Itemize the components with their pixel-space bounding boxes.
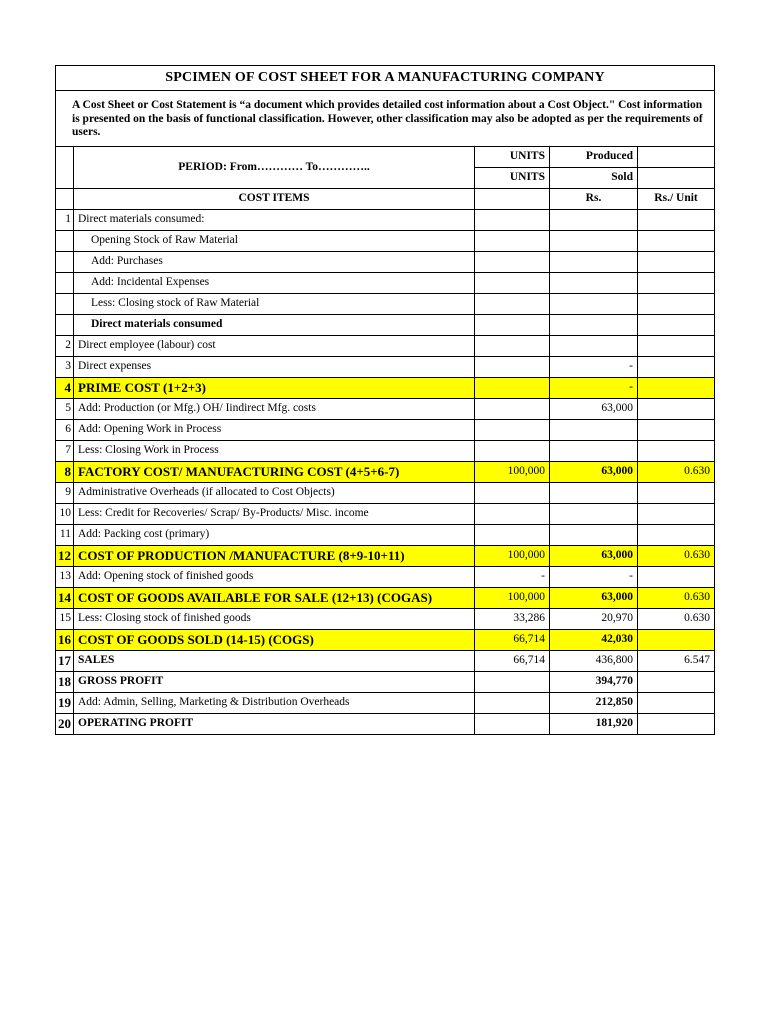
row-units: 33,286 (475, 608, 550, 629)
row-rs-per-unit (638, 671, 715, 692)
row-number: 5 (56, 398, 74, 419)
row-rs (550, 272, 638, 293)
row-label: FACTORY COST/ MANUFACTURING COST (4+5+6-7) (74, 461, 475, 482)
row-units (475, 335, 550, 356)
row-rs (550, 314, 638, 335)
row-rs (550, 503, 638, 524)
table-row (56, 503, 715, 524)
row-label: Add: Incidental Expenses (74, 272, 475, 293)
table-row (56, 671, 715, 692)
row-rs-per-unit (638, 692, 715, 713)
row-rs-per-unit: 0.630 (638, 545, 715, 566)
table-row (56, 314, 715, 335)
row-rs: 63,000 (550, 461, 638, 482)
row-number: 20 (56, 713, 74, 734)
row-label: Direct materials consumed (74, 314, 475, 335)
row-rs-per-unit (638, 503, 715, 524)
row-rs-per-unit: 6.547 (638, 650, 715, 671)
row-units (475, 377, 550, 398)
table-row (56, 650, 715, 671)
sheet-description: A Cost Sheet or Cost Statement is “a document which provides detailed cost information about a Cost Object." Cost information is presented on the basis of functional classification. However, other classification may also be adopted as per the requirements of users. (56, 91, 715, 147)
row-units: 100,000 (475, 461, 550, 482)
row-label: Add: Admin, Selling, Marketing & Distribution Overheads (74, 692, 475, 713)
table-row (56, 419, 715, 440)
row-rs: 212,850 (550, 692, 638, 713)
row-units: 100,000 (475, 545, 550, 566)
units-header-cell (475, 188, 550, 209)
row-rs: 20,970 (550, 608, 638, 629)
table-row (56, 293, 715, 314)
row-rs-per-unit (638, 629, 715, 650)
table-row (56, 335, 715, 356)
row-number (56, 314, 74, 335)
row-number: 19 (56, 692, 74, 713)
table-row (56, 377, 715, 398)
table-row (56, 272, 715, 293)
row-number (56, 293, 74, 314)
row-rs: 436,800 (550, 650, 638, 671)
row-number: 16 (56, 629, 74, 650)
row-rs-per-unit (638, 251, 715, 272)
row-rs: 63,000 (550, 545, 638, 566)
row-units (475, 272, 550, 293)
table-row (56, 482, 715, 503)
row-number: 17 (56, 650, 74, 671)
period-label: PERIOD: From………… To………….. (74, 146, 475, 188)
row-rs (550, 209, 638, 230)
row-rs-per-unit: 0.630 (638, 461, 715, 482)
table-row (56, 230, 715, 251)
row-number: 3 (56, 356, 74, 377)
row-units (475, 209, 550, 230)
header-blank-cell (56, 146, 74, 188)
row-label: OPERATING PROFIT (74, 713, 475, 734)
row-rs: 63,000 (550, 398, 638, 419)
row-units (475, 524, 550, 545)
row-rs (550, 524, 638, 545)
row-label: COST OF GOODS SOLD (14-15) (COGS) (74, 629, 475, 650)
row-number (56, 272, 74, 293)
table-row (56, 209, 715, 230)
row-units (475, 671, 550, 692)
table-row (56, 692, 715, 713)
row-number (56, 251, 74, 272)
row-rs-per-unit (638, 398, 715, 419)
cost-sheet-table (55, 65, 715, 735)
row-label: Less: Closing stock of Raw Material (74, 293, 475, 314)
row-units (475, 692, 550, 713)
row-number: 13 (56, 566, 74, 587)
row-units (475, 482, 550, 503)
row-label: COST OF PRODUCTION /MANUFACTURE (8+9-10+11) (74, 545, 475, 566)
row-rs-per-unit (638, 377, 715, 398)
row-rs-per-unit (638, 482, 715, 503)
row-number: 2 (56, 335, 74, 356)
row-units (475, 503, 550, 524)
row-rs: 394,770 (550, 671, 638, 692)
row-label: Opening Stock of Raw Material (74, 230, 475, 251)
row-units (475, 440, 550, 461)
row-label: Add: Purchases (74, 251, 475, 272)
units-sold-label: UNITS (475, 167, 550, 188)
row-number: 15 (56, 608, 74, 629)
table-row (56, 461, 715, 482)
row-rs-per-unit (638, 566, 715, 587)
row-label: SALES (74, 650, 475, 671)
row-label: COST OF GOODS AVAILABLE FOR SALE (12+13) (COGAS) (74, 587, 475, 608)
row-number: 14 (56, 587, 74, 608)
table-row (56, 713, 715, 734)
row-rs-per-unit (638, 335, 715, 356)
cost-items-header: COST ITEMS (74, 188, 475, 209)
row-rs (550, 440, 638, 461)
table-row (56, 587, 715, 608)
row-units (475, 293, 550, 314)
row-rs: - (550, 566, 638, 587)
row-rs-per-unit (638, 230, 715, 251)
row-rs: - (550, 356, 638, 377)
row-rs-per-unit (638, 419, 715, 440)
row-number: 6 (56, 419, 74, 440)
row-rs (550, 335, 638, 356)
row-number: 4 (56, 377, 74, 398)
rs-unit-header: Rs./ Unit (638, 188, 715, 209)
row-rs: - (550, 377, 638, 398)
row-rs (550, 293, 638, 314)
row-units (475, 314, 550, 335)
row-rs (550, 251, 638, 272)
row-units: 66,714 (475, 629, 550, 650)
row-label: Direct expenses (74, 356, 475, 377)
row-label: Direct materials consumed: (74, 209, 475, 230)
rs-header: Rs. (550, 188, 638, 209)
cost-items-num-cell (56, 188, 74, 209)
table-row (56, 524, 715, 545)
row-units (475, 230, 550, 251)
units-produced-label: UNITS (475, 146, 550, 167)
row-rs: 181,920 (550, 713, 638, 734)
row-label: GROSS PROFIT (74, 671, 475, 692)
row-number: 12 (56, 545, 74, 566)
sold-value-cell (638, 167, 715, 188)
row-rs: 63,000 (550, 587, 638, 608)
row-rs-per-unit (638, 272, 715, 293)
row-rs-per-unit: 0.630 (638, 608, 715, 629)
row-label: PRIME COST (1+2+3) (74, 377, 475, 398)
row-number (56, 230, 74, 251)
row-rs (550, 230, 638, 251)
row-number: 8 (56, 461, 74, 482)
row-label: Add: Production (or Mfg.) OH/ Iindirect Mfg. costs (74, 398, 475, 419)
row-rs-per-unit (638, 440, 715, 461)
row-label: Less: Credit for Recoveries/ Scrap/ By-Products/ Misc. income (74, 503, 475, 524)
row-label: Add: Packing cost (primary) (74, 524, 475, 545)
row-rs: 42,030 (550, 629, 638, 650)
row-units: 66,714 (475, 650, 550, 671)
produced-value-cell (638, 146, 715, 167)
table-row (56, 629, 715, 650)
row-label: Direct employee (labour) cost (74, 335, 475, 356)
row-number: 18 (56, 671, 74, 692)
row-rs-per-unit (638, 209, 715, 230)
table-row (56, 566, 715, 587)
row-label: Less: Closing stock of finished goods (74, 608, 475, 629)
table-row (56, 398, 715, 419)
row-number: 1 (56, 209, 74, 230)
produced-label: Produced (550, 146, 638, 167)
row-units (475, 713, 550, 734)
row-rs-per-unit (638, 356, 715, 377)
row-rs-per-unit (638, 524, 715, 545)
row-rs-per-unit (638, 293, 715, 314)
row-label: Add: Opening stock of finished goods (74, 566, 475, 587)
table-row (56, 440, 715, 461)
table-row (56, 251, 715, 272)
row-number: 7 (56, 440, 74, 461)
sheet-title: SPCIMEN OF COST SHEET FOR A MANUFACTURING COMPANY (56, 66, 715, 91)
row-number: 10 (56, 503, 74, 524)
row-rs-per-unit (638, 713, 715, 734)
row-label: Less: Closing Work in Process (74, 440, 475, 461)
row-units (475, 251, 550, 272)
row-units: - (475, 566, 550, 587)
table-row (56, 356, 715, 377)
row-number: 11 (56, 524, 74, 545)
row-number: 9 (56, 482, 74, 503)
row-rs (550, 419, 638, 440)
table-row (56, 608, 715, 629)
row-units (475, 419, 550, 440)
row-units: 100,000 (475, 587, 550, 608)
row-rs-per-unit: 0.630 (638, 587, 715, 608)
row-units (475, 356, 550, 377)
row-units (475, 398, 550, 419)
row-rs (550, 482, 638, 503)
row-rs-per-unit (638, 314, 715, 335)
sold-label: Sold (550, 167, 638, 188)
table-row (56, 545, 715, 566)
row-label: Administrative Overheads (if allocated to Cost Objects) (74, 482, 475, 503)
row-label: Add: Opening Work in Process (74, 419, 475, 440)
